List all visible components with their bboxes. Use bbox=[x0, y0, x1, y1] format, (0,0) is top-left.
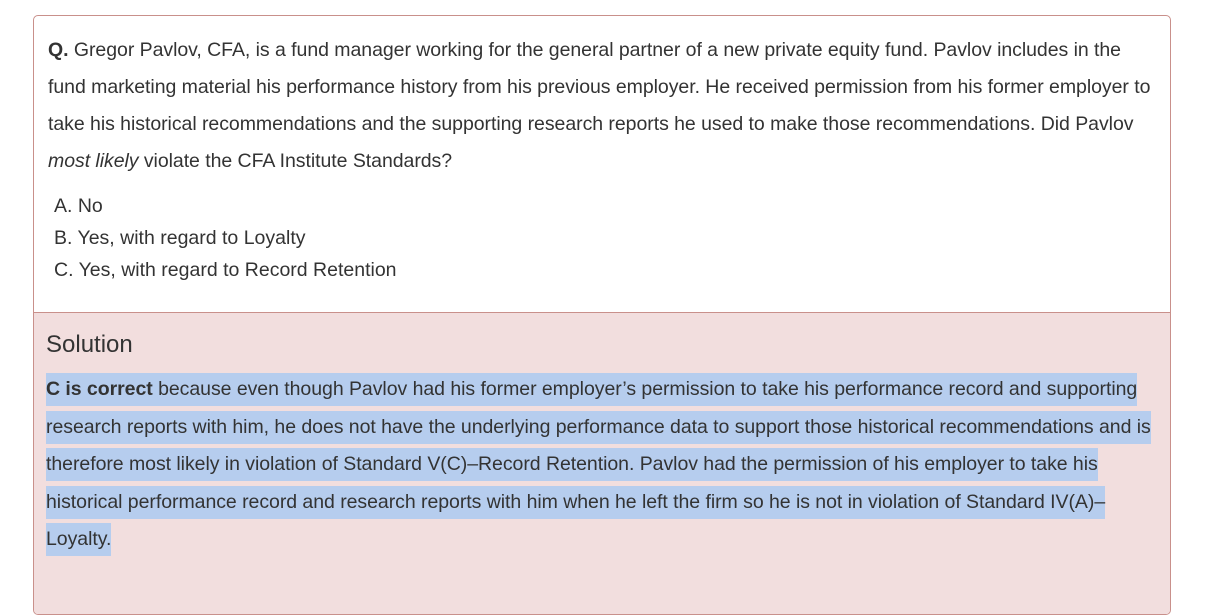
solution-body: because even though Pavlov had his former employer’s permission to take his performance record and supporting research reports with him, he does not have the underlying performance data to support those historical recommendations and is therefore most likely in violation of Standard V(C)–Record Retention. Pavlov had the permission of his employer to take his historical performance record and research reports with him when he left the firm so he is not in violation of Standard IV(A)–Loyalty. bbox=[46, 378, 1151, 550]
question-text-after: violate the CFA Institute Standards? bbox=[138, 150, 453, 172]
question-text-before: Gregor Pavlov, CFA, is a fund manager working for the general partner of a new private equity fund. Pavlov includes in the fund marketing material his performance history from his previous employer. He received permission from his former employer to take his historical recommendations and the supporting research reports he used to make those recommendations. Did Pavlov bbox=[48, 39, 1151, 135]
option-a: A. No bbox=[54, 195, 103, 217]
solution-text bbox=[46, 371, 1158, 559]
question-prefix: Q. bbox=[48, 39, 69, 61]
answer-options bbox=[48, 190, 1156, 286]
option-b: B. Yes, with regard to Loyalty bbox=[54, 227, 306, 249]
solution-heading: Solution bbox=[46, 331, 133, 358]
question-card bbox=[33, 15, 1171, 615]
question-section bbox=[34, 16, 1170, 313]
question-text bbox=[48, 32, 1156, 180]
option-c: C. Yes, with regard to Record Retention bbox=[54, 259, 397, 281]
solution-highlight bbox=[46, 373, 1151, 556]
solution-section bbox=[34, 313, 1170, 615]
question-emphasis: most likely bbox=[48, 150, 139, 172]
solution-lead: C is correct bbox=[46, 378, 153, 400]
